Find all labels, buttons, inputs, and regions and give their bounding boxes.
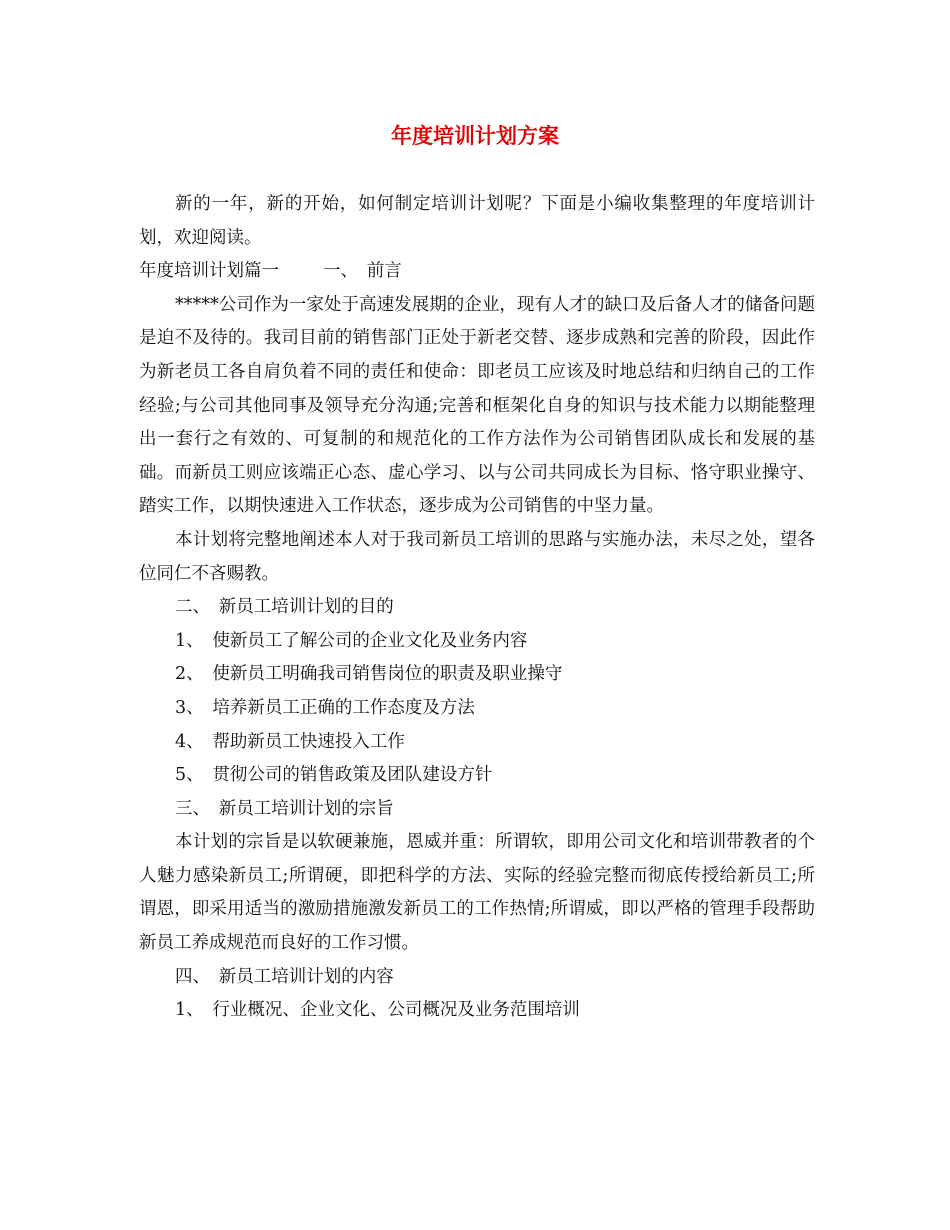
- list-item: 4、 帮助新员工快速投入工作: [175, 731, 405, 752]
- section-heading: 四、 新员工培训计划的内容: [175, 966, 394, 987]
- section-heading-line: [139, 255, 815, 289]
- chapter-label: 年度培训计划篇一: [139, 261, 279, 282]
- section-heading: 二、 新员工培训计划的目的: [175, 597, 394, 618]
- section-heading: 三、 新员工培训计划的宗旨: [175, 798, 394, 819]
- body-paragraph: *****公司作为一家处于高速发展期的企业，现有人才的缺口及后备人才的储备问题是迫不及待的。我司目前的销售部门正处于新老交替、逐步成熟和完善的阶段，因此作为新老员工各自肩负着不同的责任和使命：即老员工应该及时地总结和归纳自己的工作经验;与公司其他同事及领导充分沟通;完善和框架化自身的知识与技术能力以期能整理出一套行之有效的、可复制的和规范化的工作方法作为公司销售团队成长和发展的基础。而新员工则应该端正心态、虚心学习、以与公司共同成长为目标、恪守职业操守、踏实工作，以期快速进入工作状态，逐步成为公司销售的中坚力量。: [139, 294, 815, 517]
- document-body: [139, 188, 815, 1028]
- intro-paragraph: 新的一年，新的开始，如何制定培训计划呢？下面是小编收集整理的年度培训计划，欢迎阅读。: [139, 194, 815, 248]
- section-heading: 一、 前言: [323, 261, 402, 282]
- body-paragraph: 本计划的宗旨是以软硬兼施，恩威并重：所谓软，即用公司文化和培训带教者的个人魅力感染新员工;所谓硬，即把科学的方法、实际的经验完整而彻底传授给新员工;所谓恩，即采用适当的激励措施激发新员工的工作热情;所谓威，即以严格的管理手段帮助新员工养成规范而良好的工作习惯。: [139, 832, 815, 954]
- list-item: 3、 培养新员工正确的工作态度及方法: [175, 697, 475, 718]
- list-item: 1、 行业概况、企业文化、公司概况及业务范围培训: [175, 1000, 580, 1021]
- list-item: 2、 使新员工明确我司销售岗位的职责及职业操守: [175, 664, 563, 685]
- list-item: 1、 使新员工了解公司的企业文化及业务内容: [175, 630, 528, 651]
- body-paragraph: 本计划将完整地阐述本人对于我司新员工培训的思路与实施办法，未尽之处，望各位同仁不吝赐教。: [139, 529, 815, 584]
- document-title: 年度培训计划方案: [391, 123, 559, 148]
- list-item: 5、 贯彻公司的销售政策及团队建设方针: [175, 765, 493, 786]
